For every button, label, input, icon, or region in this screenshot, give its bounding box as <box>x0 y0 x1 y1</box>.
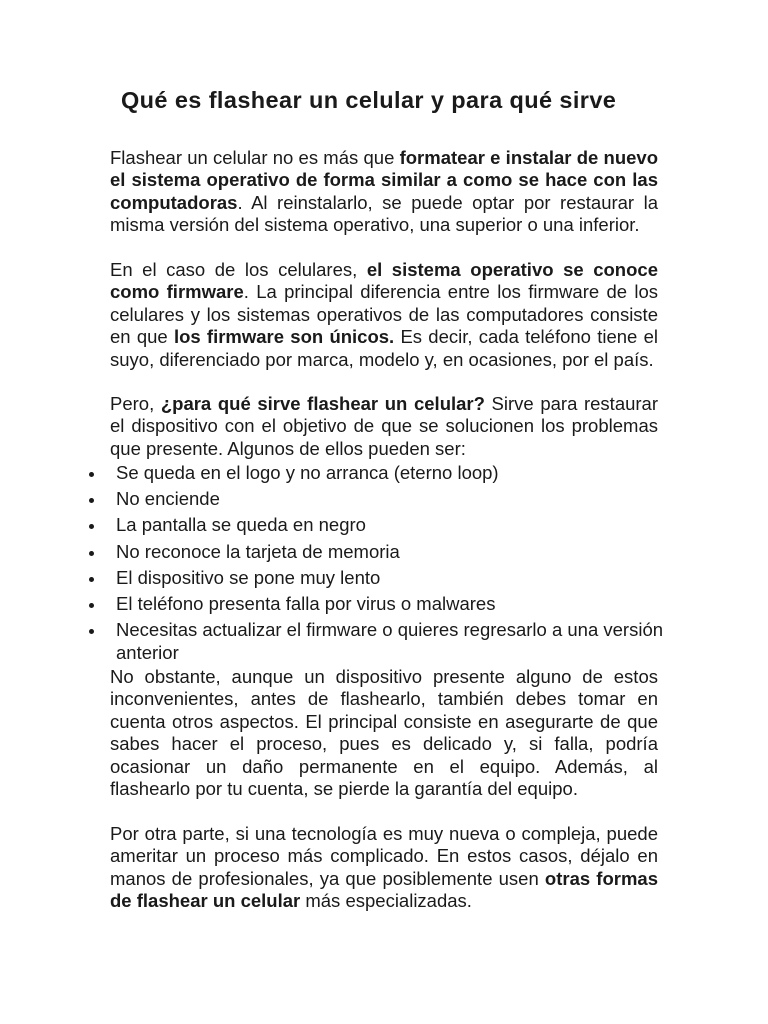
text-span: No obstante, aunque un dispositivo presente alguno de estos inconvenientes, antes de flashearlo, también debes tomar en cuenta otros aspectos. El principal consiste en asegurarte de que sabes hacer el proceso, pues es delicado y, si falla, podría ocasionar un daño permanente en el equipo. Además, al flashearlo por tu cuenta, se pierde la garantía del equipo. <box>110 666 658 800</box>
list-item <box>86 593 666 615</box>
text-span: Sirve para restaurar el dispositivo con el objetivo de que se solucionen los problemas que presente. Algunos de ellos pueden ser: <box>110 393 659 459</box>
problems-list <box>86 462 666 668</box>
list-item-text: La pantalla se queda en negro <box>116 514 366 536</box>
list-item-text: No reconoce la tarjeta de memoria <box>116 540 400 562</box>
list-item <box>86 567 666 589</box>
text-span: más especializadas. <box>300 890 472 912</box>
list-item-text: Se queda en el logo y no arranca (eterno loop) <box>116 462 499 483</box>
list-item-text: El dispositivo se pone muy lento <box>116 566 381 588</box>
bullet-icon <box>89 524 94 529</box>
list-item <box>86 462 666 484</box>
bold-span: los firmware son únicos. <box>173 326 395 348</box>
text-span: Flashear un celular no es más que <box>110 147 400 168</box>
list-item <box>86 514 666 536</box>
text-span: En el caso de los celulares, <box>110 259 367 280</box>
page-title: Qué es flashear un celular y para qué sirve <box>121 87 617 113</box>
text-span: Es decir, cada teléfono tiene el suyo, diferenciado por marca, modelo y, en ocasiones, por el país. <box>110 326 658 370</box>
list-item <box>86 541 666 563</box>
paragraph-intro <box>110 147 658 237</box>
list-item-text: Necesitas actualizar el firmware o quieres regresarlo a una versión anterior <box>116 619 664 663</box>
text-span: Por otra parte, si una tecnología es muy nueva o compleja, puede ameritar un proceso más complicado. En estos casos, déjalo en manos de profesionales, ya que posiblemente usen <box>110 823 658 889</box>
paragraph-firmware <box>110 259 658 371</box>
bold-span: otras formas de flashear un celular <box>110 867 658 912</box>
list-item <box>86 488 666 510</box>
paragraph-purpose <box>110 393 658 460</box>
bold-span: el sistema operativo se conoce como firmware <box>110 259 658 303</box>
paragraph-considerations <box>110 666 658 800</box>
bullet-icon <box>89 629 94 634</box>
bullet-icon <box>89 472 94 477</box>
list-item-text: El teléfono presenta falla por virus o malwares <box>116 593 496 615</box>
text-span: . La principal diferencia entre los firmware de los celulares y los sistemas operativos de las computadores consiste en que <box>110 281 658 348</box>
paragraph-professionals <box>110 823 658 913</box>
text-span: Pero, <box>110 393 161 414</box>
bold-span: ¿para qué sirve flashear un celular? <box>160 393 485 414</box>
bullet-icon <box>89 498 94 503</box>
list-item-text: No enciende <box>116 488 220 510</box>
bullet-icon <box>89 577 94 582</box>
bullet-icon <box>89 551 94 556</box>
text-span: . Al reinstalarlo, se puede optar por restaurar la misma versión del sistema operativo, una superior o una inferior. <box>110 191 658 236</box>
bullet-icon <box>89 603 94 608</box>
bold-span: formatear e instalar de nuevo el sistema operativo de forma similar a como se hace con las computadoras <box>110 147 659 213</box>
list-item <box>86 619 666 664</box>
